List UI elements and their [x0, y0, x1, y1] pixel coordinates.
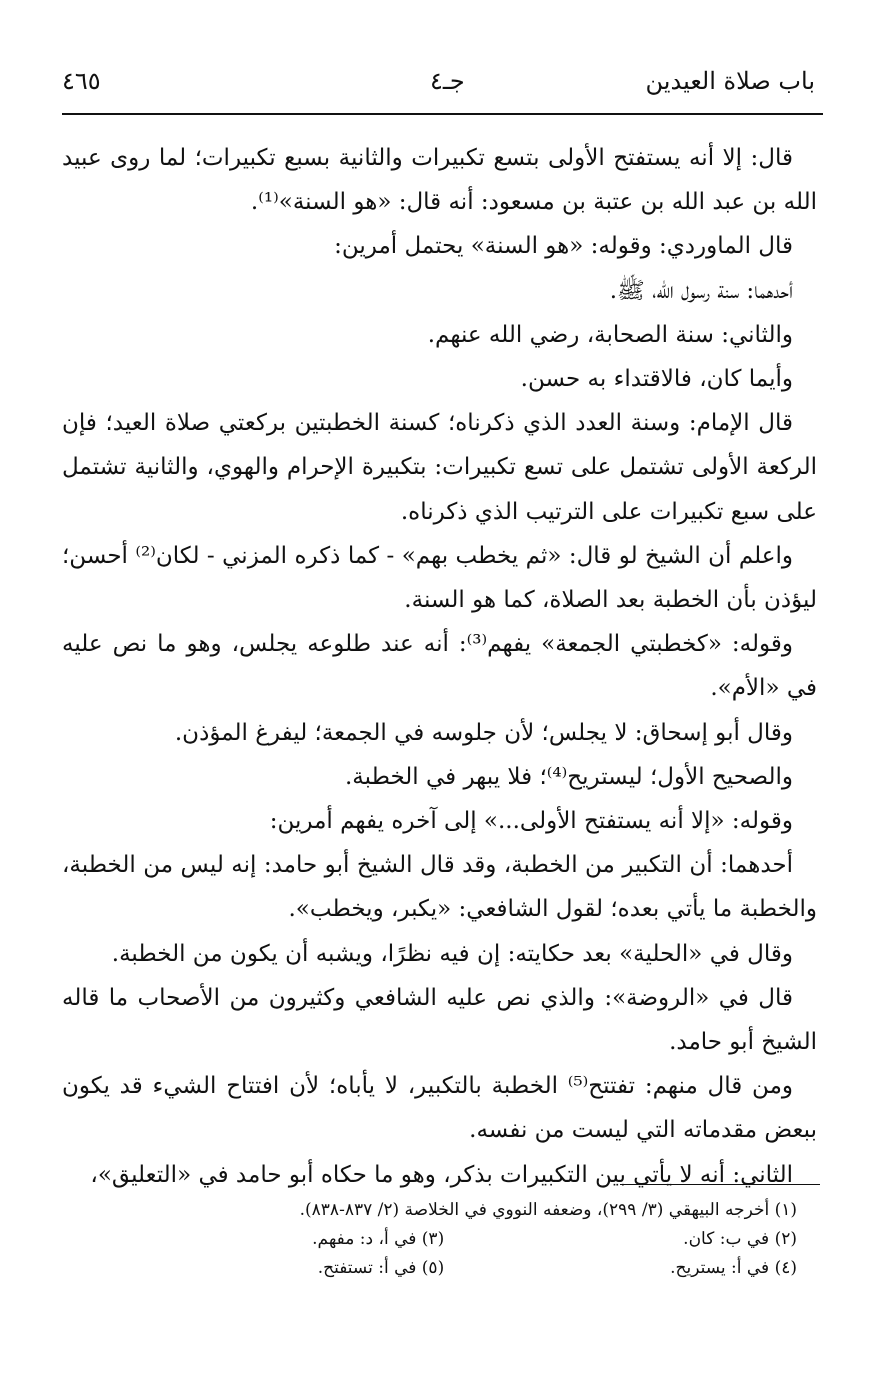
chapter-title: باب صلاة العيدين — [645, 67, 815, 95]
paragraph: ومن قال منهم: تفتتح⁽⁵⁾ الخطبة بالتكبير، لا يأباه؛ لأن افتتاح الشيء قد يكون ببعض مقدماته التي ليست من نفسه. — [62, 1073, 817, 1144]
paragraph: أحدهما: أن التكبير من الخطبة، وقد قال الشيخ أبو حامد: إنه ليس من الخطبة، والخطبة ما يأتي بعده؛ لقول الشافعي: «يكبر، ويخطب». — [62, 852, 817, 923]
footnote-2: (٢) في ب: كان. — [683, 1229, 797, 1249]
paragraph: قال في «الروضة»: والذي نص عليه الشافعي وكثيرون من الأصحاب ما قاله الشيخ أبو حامد. — [62, 984, 817, 1056]
footnote-1: (١) أخرجه البيهقي (٣/ ٢٩٩)، وضعفه النووي في الخلاصة (٢/ ٨٣٧-٨٣٨). — [299, 1200, 797, 1220]
paragraph: وأيما كان، فالاقتداء به حسن. — [520, 366, 793, 393]
paragraph: وقوله: «إلا أنه يستفتح الأولى...» إلى آخره يفهم أمرين: — [269, 808, 793, 835]
paragraph: والصحيح الأول؛ ليستريح⁽⁴⁾؛ فلا يبهر في الخطبة. — [345, 763, 793, 790]
paragraph: والثاني: سنة الصحابة، رضي الله عنهم. — [427, 321, 793, 348]
main-text — [62, 136, 817, 1197]
paragraph: وقوله: «كخطبتي الجمعة» يفهم⁽³⁾: أنه عند طلوعه يجلس، وهو ما نص عليه في «الأم». — [62, 631, 817, 702]
paragraph: الثاني: أنه لا يأتي بين التكبيرات بذكر، وهو ما حكاه أبو حامد في «التعليق»، — [90, 1161, 793, 1188]
footnote-3: (٣) في أ، د: مفهم. — [312, 1229, 445, 1249]
footnotes — [62, 1196, 797, 1283]
footnote-4: (٤) في أ: يستريح. — [670, 1258, 797, 1278]
header-rule — [62, 113, 823, 115]
footnote-5: (٥) في أ: تستفتح. — [317, 1258, 445, 1278]
running-header — [62, 66, 815, 110]
page-number: ٤٦٥ — [62, 67, 101, 95]
paragraph: وقال في «الحلية» بعد حكايته: إن فيه نظرًا، ويشبه أن يكون من الخطبة. — [111, 940, 793, 967]
paragraph: قال: إلا أنه يستفتح الأولى بتسع تكبيرات والثانية بسبع تكبيرات؛ لما روى عبيد الله بن عبد الله بن عتبة بن مسعود: أنه قال: «هو السنة»⁽¹⁾. — [62, 145, 817, 216]
paragraph: وقال أبو إسحاق: لا يجلس؛ لأن جلوسه في الجمعة؛ ليفرغ المؤذن. — [174, 719, 793, 746]
volume-number: جـ٤ — [430, 67, 465, 95]
paragraph: واعلم أن الشيخ لو قال: «ثم يخطب بهم» - كما ذكره المزني - لكان⁽²⁾ أحسن؛ ليؤذن بأن الخطبة بعد الصلاة، كما هو السنة. — [62, 542, 817, 614]
paragraph: أحدهما: سنة رسول الله، ﷺ. — [609, 277, 793, 304]
paragraph: قال الإمام: وسنة العدد الذي ذكرناه؛ كسنة الخطبتين بركعتي صلاة العيد؛ فإن الركعة الأولى تشتمل على تسع تكبيرات: بتكبيرة الإحرام والهوي، والثانية تشتمل على سبع تكبيرات على الترتيب الذي ذكرناه. — [62, 410, 817, 525]
footnote-rule — [620, 1184, 820, 1185]
paragraph: قال الماوردي: وقوله: «هو السنة» يحتمل أمرين: — [334, 233, 793, 260]
